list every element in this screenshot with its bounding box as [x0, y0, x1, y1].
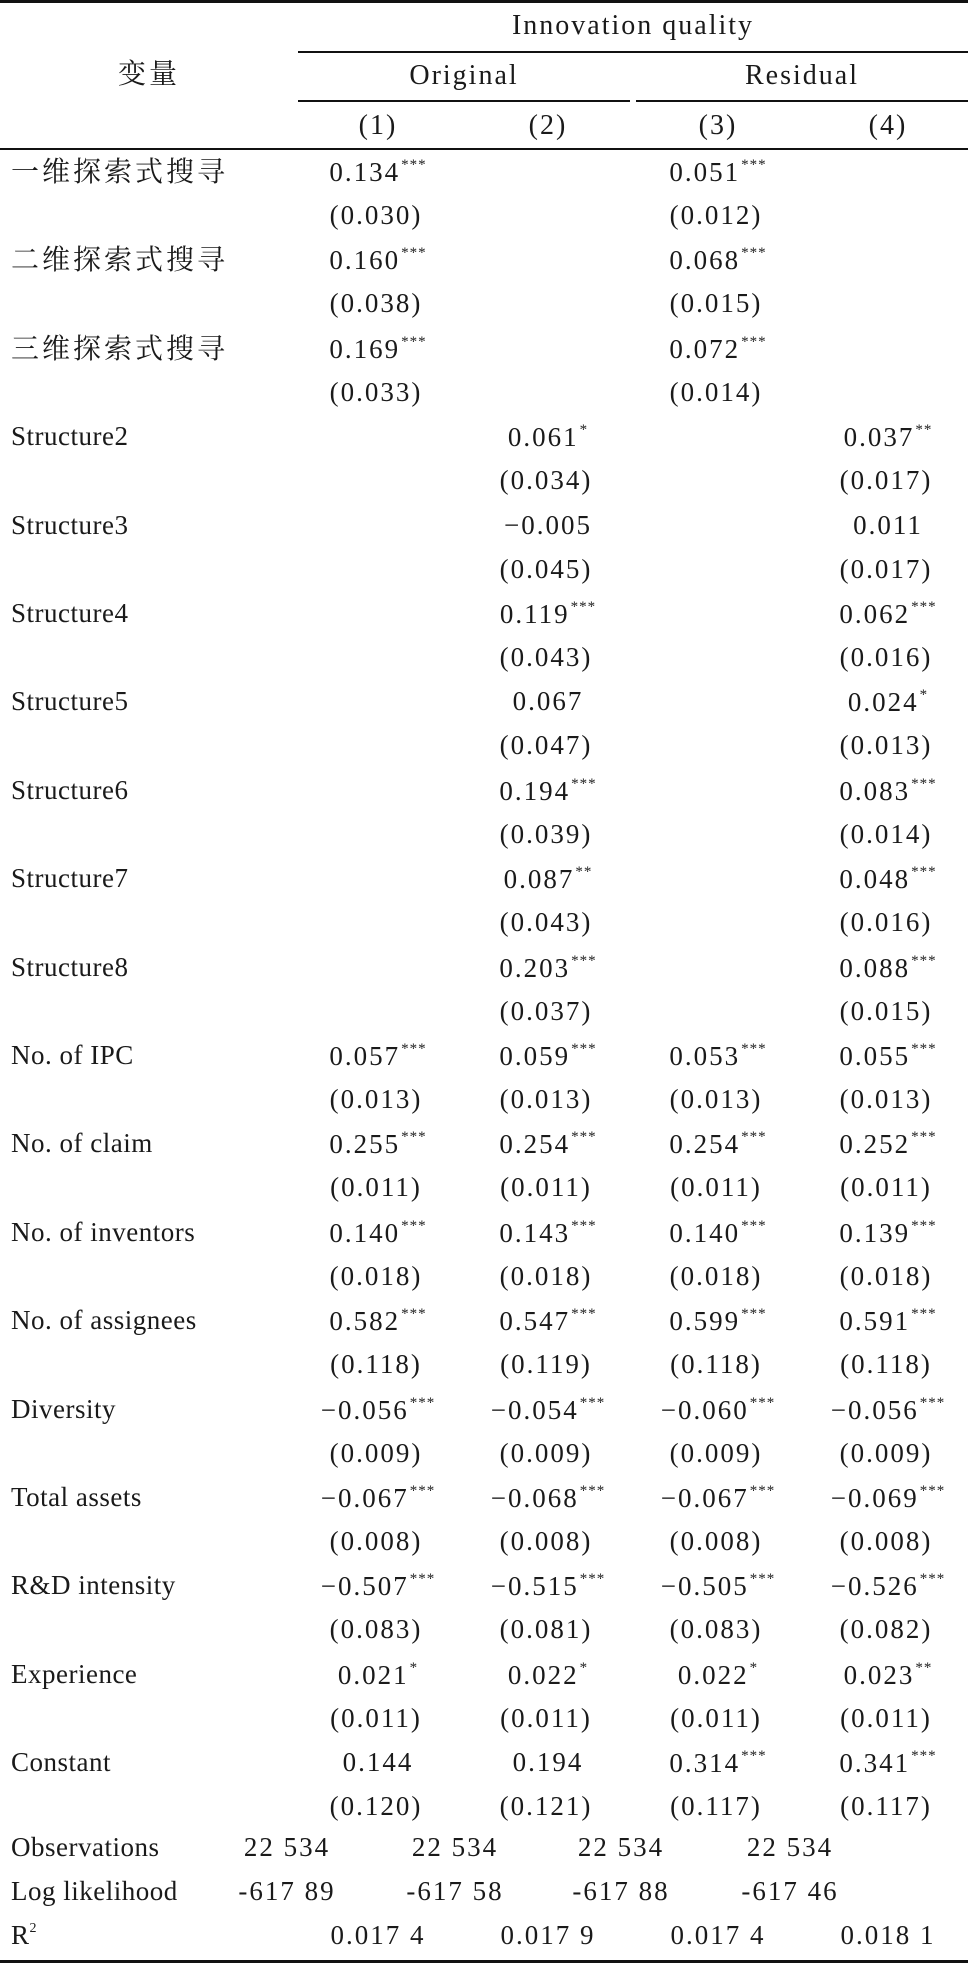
standard-error-cell: (0.034)	[499, 465, 593, 496]
coefficient-value: −0.067	[660, 1483, 749, 1513]
row-label: Structure7	[11, 863, 129, 894]
coefficient-cell	[803, 1396, 968, 1424]
standard-error-cell: (0.011)	[840, 1172, 932, 1203]
subgroup-rule-residual	[636, 100, 968, 102]
coefficient-value: 0.057	[329, 1041, 401, 1071]
coefficient-value: 0.194	[499, 775, 571, 806]
standard-error-cell: (0.009)	[329, 1437, 423, 1468]
standard-error-cell: (0.016)	[839, 907, 933, 938]
significance-stars: ***	[911, 1217, 937, 1234]
column-header-3: (3)	[698, 110, 738, 141]
coefficient-value: 0.051	[669, 157, 741, 187]
significance-stars: ***	[409, 1483, 436, 1499]
significance-stars: **	[915, 422, 933, 439]
significance-stars: ***	[409, 1571, 436, 1588]
standard-error-cell: (0.018)	[499, 1260, 593, 1291]
standard-error-cell: (0.083)	[329, 1614, 423, 1645]
observations-value: 22 534	[411, 1832, 499, 1862]
log-likelihood-value: -617 58	[406, 1876, 504, 1906]
significance-stars: ***	[579, 1483, 606, 1499]
row-label: Constant	[11, 1747, 112, 1778]
significance-stars: ***	[579, 1394, 606, 1411]
row-label: Structure6	[11, 774, 129, 805]
significance-stars: ***	[579, 1571, 606, 1588]
coefficient-value: 0.169	[329, 333, 401, 364]
row-label: No. of claim	[11, 1128, 153, 1159]
coefficient-cell	[633, 1396, 803, 1424]
coefficient-cell	[463, 1042, 633, 1070]
coefficient-cell	[293, 1219, 463, 1247]
coefficient-cell	[463, 688, 633, 715]
coefficient-cell	[463, 865, 633, 893]
coefficient-value: 0.254	[499, 1129, 571, 1160]
coefficient-cell	[293, 335, 463, 363]
coefficient-cell	[463, 1219, 633, 1247]
coefficient-value: −0.005	[504, 509, 592, 540]
significance-stars: ***	[571, 952, 597, 969]
coefficient-value: 0.059	[499, 1041, 571, 1071]
standard-error-cell: (0.014)	[839, 818, 933, 849]
coefficient-value: −0.068	[490, 1483, 579, 1513]
coefficient-cell	[803, 777, 968, 805]
column-header-4: (4)	[868, 110, 908, 141]
coefficient-cell	[803, 865, 968, 893]
row-label: R&D intensity	[11, 1570, 176, 1601]
standard-error-cell: (0.015)	[839, 995, 933, 1026]
significance-stars: ***	[911, 952, 937, 969]
standard-error-cell: (0.117)	[840, 1791, 932, 1822]
coefficient-value: 0.203	[499, 952, 571, 983]
coefficient-value: 0.083	[839, 775, 911, 806]
significance-stars: ***	[741, 333, 767, 350]
coefficient-value: −0.067	[320, 1483, 409, 1513]
significance-stars: ***	[911, 599, 937, 615]
observations-value: 22 534	[243, 1832, 331, 1862]
coefficient-value: −0.515	[490, 1571, 579, 1602]
significance-stars: *	[919, 687, 929, 704]
coefficient-cell	[803, 509, 968, 540]
standard-error-cell: (0.011)	[500, 1702, 592, 1733]
significance-stars: ***	[571, 1217, 597, 1234]
coefficient-value: 0.048	[839, 864, 911, 895]
standard-error-cell: (0.008)	[329, 1526, 423, 1556]
coefficient-value: 0.067	[512, 686, 584, 717]
significance-stars: ***	[741, 1217, 767, 1234]
standard-error-cell: (0.011)	[840, 1702, 932, 1733]
coefficient-cell	[463, 1307, 633, 1335]
log-likelihood-label: Log likelihood	[11, 1876, 178, 1906]
significance-stars: ***	[741, 1041, 767, 1057]
standard-error-cell: (0.011)	[500, 1172, 592, 1203]
coefficient-value: 0.061	[507, 422, 579, 453]
coefficient-cell	[633, 1749, 803, 1777]
coefficient-value: 0.053	[669, 1041, 741, 1071]
row-label: 一维探索式搜寻	[11, 155, 229, 188]
coefficient-value: 0.088	[839, 952, 911, 983]
row-label: Total assets	[11, 1482, 142, 1512]
column-header-1: (1)	[358, 110, 398, 141]
standard-error-cell: (0.119)	[500, 1349, 592, 1380]
coefficient-value: 0.144	[342, 1747, 414, 1778]
significance-stars: ***	[401, 1129, 427, 1146]
coefficient-cell	[463, 1484, 633, 1512]
significance-stars: ***	[911, 1041, 937, 1057]
significance-stars: *	[579, 422, 589, 439]
standard-error-cell: (0.018)	[839, 1260, 933, 1291]
coefficient-value: 0.072	[669, 333, 741, 364]
significance-stars: ***	[911, 864, 937, 881]
coefficient-value: 0.252	[839, 1129, 911, 1160]
standard-error-cell: (0.037)	[499, 995, 593, 1026]
coefficient-cell	[633, 1130, 803, 1158]
coefficient-cell	[633, 1042, 803, 1070]
coefficient-cell	[463, 1396, 633, 1424]
r-squared-value: 0.018 1	[840, 1920, 936, 1950]
significance-stars: ***	[741, 1748, 767, 1765]
standard-error-cell: (0.009)	[839, 1437, 933, 1468]
coefficient-value: 0.160	[329, 245, 401, 276]
coefficient-cell	[633, 1307, 803, 1335]
coefficient-cell	[803, 688, 968, 716]
significance-stars: ***	[741, 1306, 767, 1323]
significance-stars: ***	[911, 775, 937, 792]
row-label: No. of IPC	[11, 1040, 134, 1070]
significance-stars: ***	[741, 245, 767, 262]
subgroup-original: Original	[409, 60, 519, 91]
coefficient-cell	[293, 1042, 463, 1070]
row-label: Diversity	[11, 1393, 116, 1424]
top-rule	[0, 0, 968, 3]
coefficient-value: −0.505	[660, 1571, 749, 1602]
standard-error-cell: (0.118)	[840, 1349, 932, 1380]
coefficient-value: 0.011	[853, 509, 923, 540]
coefficient-value: 0.087	[503, 864, 575, 895]
coefficient-value: 0.037	[843, 422, 915, 453]
significance-stars: ***	[749, 1571, 776, 1588]
significance-stars: *	[409, 1659, 419, 1676]
significance-stars: ***	[401, 245, 427, 262]
coefficient-value: 0.023	[843, 1659, 915, 1690]
row-label: 三维探索式搜寻	[11, 331, 229, 365]
standard-error-cell: (0.120)	[329, 1791, 423, 1822]
coefficient-cell	[293, 1749, 463, 1776]
r-squared-superscript: 2	[29, 1921, 38, 1936]
significance-stars: ***	[401, 1217, 427, 1234]
standard-error-cell: (0.039)	[499, 818, 593, 849]
coefficient-cell	[293, 1661, 463, 1689]
standard-error-cell: (0.047)	[499, 730, 593, 761]
significance-stars: **	[915, 1659, 933, 1676]
significance-stars: ***	[571, 775, 597, 792]
significance-stars: ***	[741, 1129, 767, 1146]
standard-error-cell: (0.082)	[839, 1614, 933, 1645]
coefficient-cell	[463, 954, 633, 982]
standard-error-cell: (0.008)	[669, 1526, 763, 1556]
coefficient-cell	[803, 1572, 968, 1600]
coefficient-value: 0.022	[507, 1659, 579, 1690]
log-likelihood-value: -617 89	[238, 1876, 336, 1906]
coefficient-value: −0.056	[830, 1394, 919, 1425]
coefficient-cell	[803, 1130, 968, 1158]
standard-error-cell: (0.045)	[499, 553, 593, 584]
standard-error-cell: (0.013)	[499, 1084, 593, 1114]
coefficient-cell	[463, 423, 633, 451]
coefficient-value: −0.060	[660, 1394, 749, 1425]
significance-stars: ***	[919, 1571, 946, 1588]
significance-stars: **	[575, 864, 593, 881]
coefficient-value: 0.140	[669, 1217, 741, 1248]
observations-label: Observations	[11, 1832, 160, 1862]
row-label: Structure2	[11, 421, 129, 452]
coefficient-cell	[633, 1661, 803, 1689]
coefficient-cell	[293, 1307, 463, 1335]
standard-error-cell: (0.011)	[670, 1702, 762, 1733]
standard-error-cell: (0.011)	[330, 1702, 422, 1733]
coefficient-cell	[463, 600, 633, 628]
log-likelihood-value: -617 88	[572, 1876, 670, 1906]
coefficient-cell	[803, 1042, 968, 1070]
standard-error-cell: (0.038)	[329, 288, 423, 319]
row-label: No. of assignees	[11, 1305, 197, 1336]
coefficient-cell	[633, 335, 803, 363]
coefficient-cell	[803, 1661, 968, 1689]
coefficient-cell	[633, 246, 803, 274]
standard-error-cell: (0.009)	[499, 1437, 593, 1468]
standard-error-cell: (0.015)	[669, 288, 763, 319]
coefficient-value: −0.056	[320, 1394, 409, 1425]
row-label: No. of inventors	[11, 1216, 196, 1247]
coefficient-cell	[803, 1219, 968, 1247]
header-rule	[0, 148, 968, 150]
coefficient-cell	[463, 509, 633, 540]
standard-error-cell: (0.018)	[669, 1260, 763, 1291]
standard-error-cell: (0.083)	[669, 1614, 763, 1645]
standard-error-cell: (0.033)	[329, 376, 423, 407]
coefficient-cell	[293, 1484, 463, 1512]
significance-stars: ***	[401, 1041, 427, 1057]
coefficient-value: 0.582	[329, 1306, 401, 1337]
row-label: Structure4	[11, 598, 129, 628]
coefficient-value: 0.021	[337, 1659, 409, 1690]
coefficient-cell	[463, 777, 633, 805]
standard-error-cell: (0.013)	[839, 1084, 933, 1114]
significance-stars: *	[579, 1659, 589, 1676]
significance-stars: ***	[401, 333, 427, 350]
significance-stars: ***	[571, 1129, 597, 1146]
standard-error-cell: (0.043)	[499, 642, 593, 672]
coefficient-cell	[633, 1219, 803, 1247]
r-squared-label	[11, 1922, 37, 1949]
coefficient-value: 0.134	[329, 157, 401, 187]
coefficient-cell	[293, 158, 463, 186]
standard-error-cell: (0.008)	[499, 1526, 593, 1556]
coefficient-cell	[803, 600, 968, 628]
subgroup-residual: Residual	[745, 60, 859, 91]
standard-error-cell: (0.081)	[499, 1614, 593, 1645]
coefficient-value: 0.255	[329, 1129, 401, 1160]
column-header-2: (2)	[528, 110, 568, 141]
standard-error-cell: (0.030)	[329, 200, 423, 230]
r-squared-value: 0.017 9	[500, 1920, 596, 1950]
coefficient-value: 0.591	[839, 1306, 911, 1337]
significance-stars: ***	[749, 1483, 776, 1499]
row-label: 二维探索式搜寻	[11, 243, 229, 277]
coefficient-value: 0.119	[499, 599, 570, 629]
r-squared-value: 0.017 4	[670, 1920, 766, 1950]
observations-value: 22 534	[746, 1832, 834, 1862]
significance-stars: ***	[911, 1306, 937, 1323]
coefficient-value: 0.341	[839, 1748, 911, 1779]
standard-error-cell: (0.014)	[669, 376, 763, 407]
coefficient-cell	[463, 1130, 633, 1158]
coefficient-cell	[633, 158, 803, 186]
standard-error-cell: (0.017)	[839, 553, 933, 584]
standard-error-cell: (0.043)	[499, 907, 593, 938]
significance-stars: ***	[401, 157, 427, 173]
coefficient-cell	[293, 246, 463, 274]
standard-error-cell: (0.016)	[839, 642, 933, 672]
coefficient-value: 0.314	[669, 1748, 741, 1779]
standard-error-cell: (0.117)	[670, 1791, 762, 1822]
coefficient-value: 0.068	[669, 245, 741, 276]
group-title: Innovation quality	[511, 10, 755, 41]
variable-header: 变量	[118, 57, 181, 90]
coefficient-cell	[293, 1572, 463, 1600]
coefficient-cell	[803, 1484, 968, 1512]
standard-error-cell: (0.008)	[839, 1526, 933, 1556]
observations-value: 22 534	[577, 1832, 665, 1862]
standard-error-cell: (0.013)	[669, 1084, 763, 1114]
coefficient-value: 0.139	[839, 1217, 911, 1248]
coefficient-cell	[803, 954, 968, 982]
coefficient-cell	[803, 1749, 968, 1777]
significance-stars: ***	[571, 1041, 597, 1057]
bottom-rule	[0, 1960, 968, 1963]
coefficient-value: 0.254	[669, 1129, 741, 1160]
coefficient-value: −0.069	[830, 1483, 919, 1513]
coefficient-cell	[633, 1484, 803, 1512]
coefficient-value: 0.140	[329, 1217, 401, 1248]
standard-error-cell: (0.017)	[839, 465, 933, 496]
coefficient-value: 0.055	[839, 1041, 911, 1071]
row-label: Structure8	[11, 951, 129, 982]
significance-stars: ***	[919, 1483, 946, 1499]
coefficient-value: 0.024	[847, 687, 919, 718]
coefficient-cell	[463, 1572, 633, 1600]
coefficient-cell	[803, 1307, 968, 1335]
row-label: Structure3	[11, 509, 129, 540]
coefficient-cell	[633, 1572, 803, 1600]
row-label: Experience	[11, 1658, 138, 1689]
group-rule	[298, 51, 968, 53]
subgroup-rule-original	[298, 100, 630, 102]
coefficient-cell	[463, 1661, 633, 1689]
significance-stars: ***	[919, 1394, 946, 1411]
coefficient-value: 0.599	[669, 1306, 741, 1337]
standard-error-cell: (0.009)	[669, 1437, 763, 1468]
significance-stars: ***	[571, 1306, 597, 1323]
significance-stars: ***	[570, 599, 597, 615]
r-squared-value: 0.017 4	[330, 1920, 426, 1950]
row-label: Structure5	[11, 686, 129, 717]
significance-stars: ***	[741, 157, 767, 173]
standard-error-cell: (0.011)	[330, 1172, 422, 1203]
significance-stars: ***	[911, 1129, 937, 1146]
log-likelihood-value: -617 46	[741, 1876, 839, 1906]
coefficient-value: −0.526	[830, 1571, 919, 1602]
coefficient-value: 0.547	[499, 1306, 571, 1337]
coefficient-cell	[803, 423, 968, 451]
significance-stars: ***	[409, 1394, 436, 1411]
coefficient-value: −0.507	[320, 1571, 409, 1602]
significance-stars: ***	[749, 1394, 776, 1411]
significance-stars: ***	[911, 1748, 937, 1765]
coefficient-value: 0.143	[499, 1217, 571, 1248]
coefficient-cell	[293, 1130, 463, 1158]
standard-error-cell: (0.013)	[839, 730, 933, 761]
standard-error-cell: (0.012)	[669, 200, 763, 230]
coefficient-value: 0.062	[839, 599, 911, 629]
standard-error-cell: (0.118)	[330, 1349, 422, 1380]
standard-error-cell: (0.018)	[329, 1260, 423, 1291]
coefficient-value: −0.054	[490, 1394, 579, 1425]
coefficient-value: 0.022	[677, 1659, 749, 1690]
coefficient-cell	[463, 1749, 633, 1776]
significance-stars: ***	[401, 1306, 427, 1323]
standard-error-cell: (0.118)	[670, 1349, 762, 1380]
coefficient-value: 0.194	[512, 1747, 584, 1778]
standard-error-cell: (0.013)	[329, 1084, 423, 1114]
significance-stars: *	[749, 1659, 759, 1676]
standard-error-cell: (0.011)	[670, 1172, 762, 1203]
coefficient-cell	[293, 1396, 463, 1424]
r-squared-letter: R	[11, 1920, 30, 1950]
standard-error-cell: (0.121)	[499, 1791, 593, 1822]
